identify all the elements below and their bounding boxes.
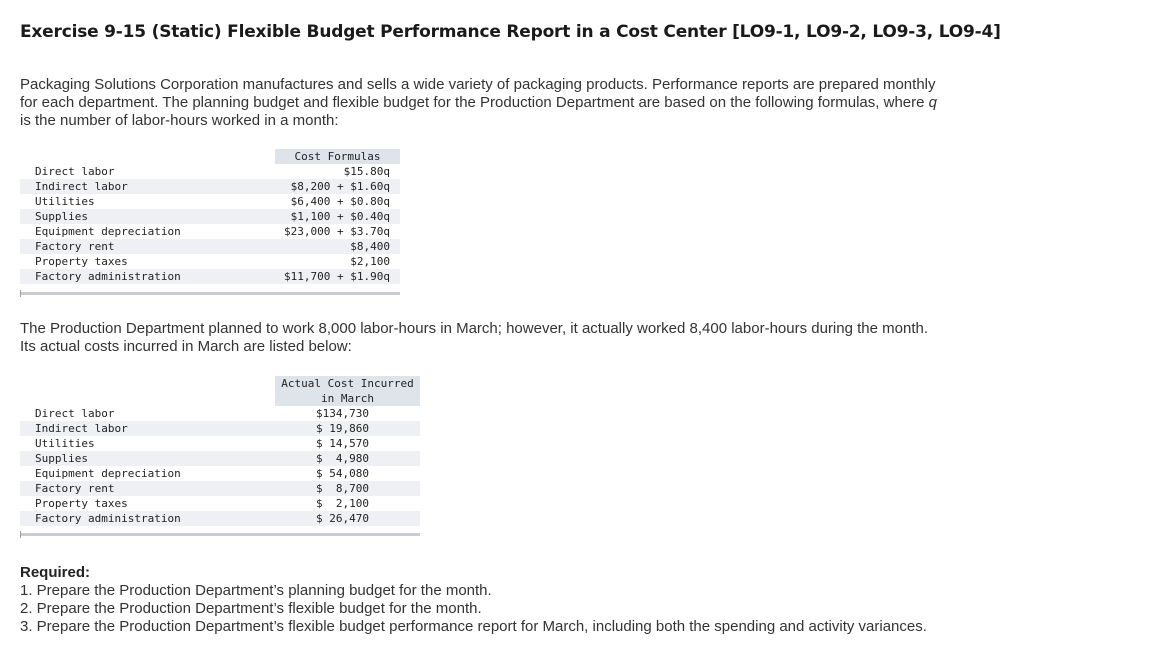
row-label: Equipment depreciation	[35, 467, 181, 480]
row-label: Factory rent	[35, 240, 115, 253]
row-value: $1,100 + $0.40q	[290, 210, 390, 223]
row-label: Property taxes	[35, 255, 128, 268]
table-row	[20, 254, 400, 269]
table-corner-tick	[20, 531, 21, 538]
row-label: Utilities	[35, 437, 95, 450]
row-value: $11,700 + $1.90q	[284, 270, 390, 283]
row-value: $ 19,860	[316, 422, 369, 435]
table-row	[20, 224, 400, 239]
middle-paragraph: The Production Department planned to work 8,000 labor-hours in March; however, it actually worked 8,400 labor-hours during the month. Its actual costs incurred in March are listed below:	[20, 320, 928, 355]
row-value: $8,200 + $1.60q	[290, 180, 390, 193]
table-row	[20, 451, 420, 466]
row-value: $ 4,980	[316, 452, 369, 465]
table-corner-tick	[20, 290, 21, 297]
row-value: $ 26,470	[316, 512, 369, 525]
actual-costs-header-line2: in March	[321, 392, 374, 405]
table-row	[20, 496, 420, 511]
required-heading: Required:	[20, 564, 91, 581]
actual-costs-header	[275, 376, 420, 406]
table-row	[20, 179, 400, 194]
row-label: Factory administration	[35, 270, 181, 283]
table-row	[20, 164, 400, 179]
intro-paragraph	[20, 76, 940, 130]
table-row	[20, 209, 400, 224]
row-value: $ 54,080	[316, 467, 369, 480]
row-label: Factory administration	[35, 512, 181, 525]
row-label: Indirect labor	[35, 422, 128, 435]
row-label: Factory rent	[35, 482, 115, 495]
row-label: Direct labor	[35, 407, 115, 420]
row-value: $8,400	[350, 240, 390, 253]
row-value: $15.80q	[343, 165, 390, 178]
table-row	[20, 481, 420, 496]
row-label: Direct labor	[35, 165, 115, 178]
row-value: $ 2,100	[316, 497, 369, 510]
table-bottom-rule	[20, 533, 420, 536]
row-value: $ 8,700	[316, 482, 369, 495]
cost-formulas-header: Cost Formulas	[294, 150, 381, 163]
table-row	[20, 466, 420, 481]
row-value: $ 14,570	[316, 437, 369, 450]
table-row	[20, 239, 400, 254]
intro-text-end: is the number of labor-hours worked in a month:	[20, 112, 339, 129]
required-item-2: 2. Prepare the Production Department’s flexible budget for the month.	[20, 600, 482, 617]
required-item-3: 3. Prepare the Production Department’s flexible budget performance report for March, including both the spending and activity variances.	[20, 618, 927, 635]
row-label: Utilities	[35, 195, 95, 208]
row-value: $2,100	[350, 255, 390, 268]
table-row	[20, 511, 420, 526]
required-section	[20, 564, 940, 636]
table-row	[20, 421, 420, 436]
required-item-1: 1. Prepare the Production Department’s planning budget for the month.	[20, 582, 492, 599]
table-row	[20, 406, 420, 421]
row-value: $6,400 + $0.80q	[290, 195, 390, 208]
row-label: Supplies	[35, 452, 88, 465]
cost-formulas-table	[20, 148, 400, 298]
table-bottom-rule	[20, 292, 400, 295]
actual-costs-table	[20, 375, 420, 540]
row-label: Indirect labor	[35, 180, 128, 193]
row-label: Property taxes	[35, 497, 128, 510]
row-label: Equipment depreciation	[35, 225, 181, 238]
table-row	[20, 436, 420, 451]
page-title: Exercise 9-15 (Static) Flexible Budget Performance Report in a Cost Center [LO9-1, LO9-2, LO9-3, LO9-4]	[20, 22, 1001, 42]
intro-q-variable: q	[928, 94, 937, 111]
table-row	[20, 269, 400, 284]
intro-text-start: Packaging Solutions Corporation manufactures and sells a wide variety of packaging products. Performance reports are prepared monthly for each department. The planning budget and flexible budget for the Production Department are based on the following formulas, where	[20, 76, 936, 111]
table-row	[20, 194, 400, 209]
row-label: Supplies	[35, 210, 88, 223]
row-value: $134,730	[316, 407, 369, 420]
actual-costs-header-line1: Actual Cost Incurred	[281, 377, 414, 390]
row-value: $23,000 + $3.70q	[284, 225, 390, 238]
